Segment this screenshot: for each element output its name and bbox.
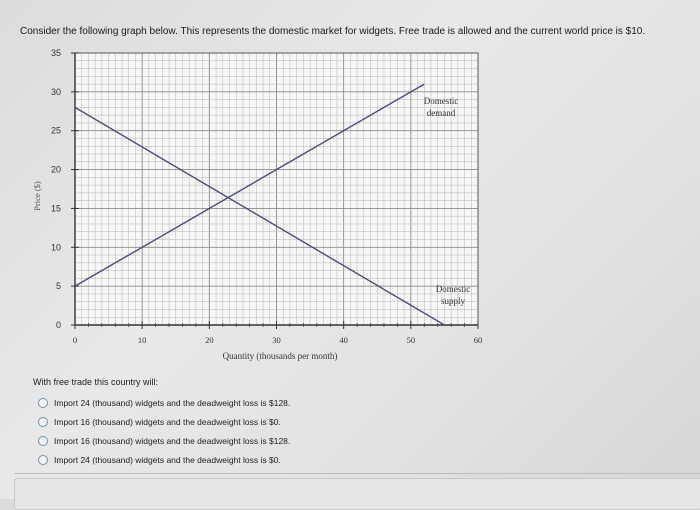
x-tick-label: 50: [406, 335, 416, 345]
answer-option-label: Import 24 (thousand) widgets and the deadweight loss is $128.: [54, 397, 291, 408]
y-tick-label: 5: [55, 281, 61, 292]
y-tick-label: 15: [50, 203, 61, 214]
annotation-label: supply: [440, 296, 466, 306]
answer-options: [38, 393, 290, 469]
radio-icon[interactable]: [38, 398, 48, 408]
divider: [14, 473, 700, 474]
y-tick-label: 35: [50, 48, 61, 58]
y-axis-label: Price ($): [32, 181, 42, 211]
x-tick-label: 60: [473, 335, 483, 345]
y-tick-label: 0: [55, 320, 61, 330]
answer-option-1[interactable]: [38, 393, 290, 412]
annotation-label: demand: [426, 108, 456, 118]
y-tick-label: 10: [50, 242, 61, 253]
answer-option-2[interactable]: [38, 412, 290, 431]
annotation-label: Domestic: [423, 96, 459, 106]
x-tick-label: 20: [205, 335, 214, 345]
x-axis-label: Quantity (thousands per month): [222, 351, 338, 361]
answer-option-4[interactable]: [38, 450, 290, 469]
radio-icon[interactable]: [38, 417, 48, 427]
answer-option-label: Import 16 (thousand) widgets and the deadweight loss is $0.: [54, 416, 281, 427]
question-text: Consider the following graph below. This represents the domestic market for widgets. Free trade is allowed and the current world price is $10.: [20, 26, 646, 37]
next-question-panel: [14, 478, 700, 510]
x-tick-label: 0: [72, 335, 78, 345]
chart-grid: [75, 53, 478, 325]
y-tick-label: 25: [50, 125, 61, 136]
x-tick-label: 40: [339, 335, 348, 345]
x-tick-label: 30: [272, 335, 281, 345]
y-tick-label: 30: [50, 86, 61, 97]
radio-icon[interactable]: [38, 455, 48, 465]
answer-option-3[interactable]: [38, 431, 290, 450]
answer-option-label: Import 16 (thousand) widgets and the deadweight loss is $128.: [54, 435, 291, 446]
answer-option-label: Import 24 (thousand) widgets and the deadweight loss is $0.: [54, 454, 281, 465]
x-tick-label: 10: [137, 335, 147, 345]
y-tick-label: 20: [50, 164, 61, 175]
annotation-label: Domestic: [435, 284, 471, 294]
radio-icon[interactable]: [38, 436, 48, 446]
answers-prompt: With free trade this country will:: [33, 377, 159, 387]
